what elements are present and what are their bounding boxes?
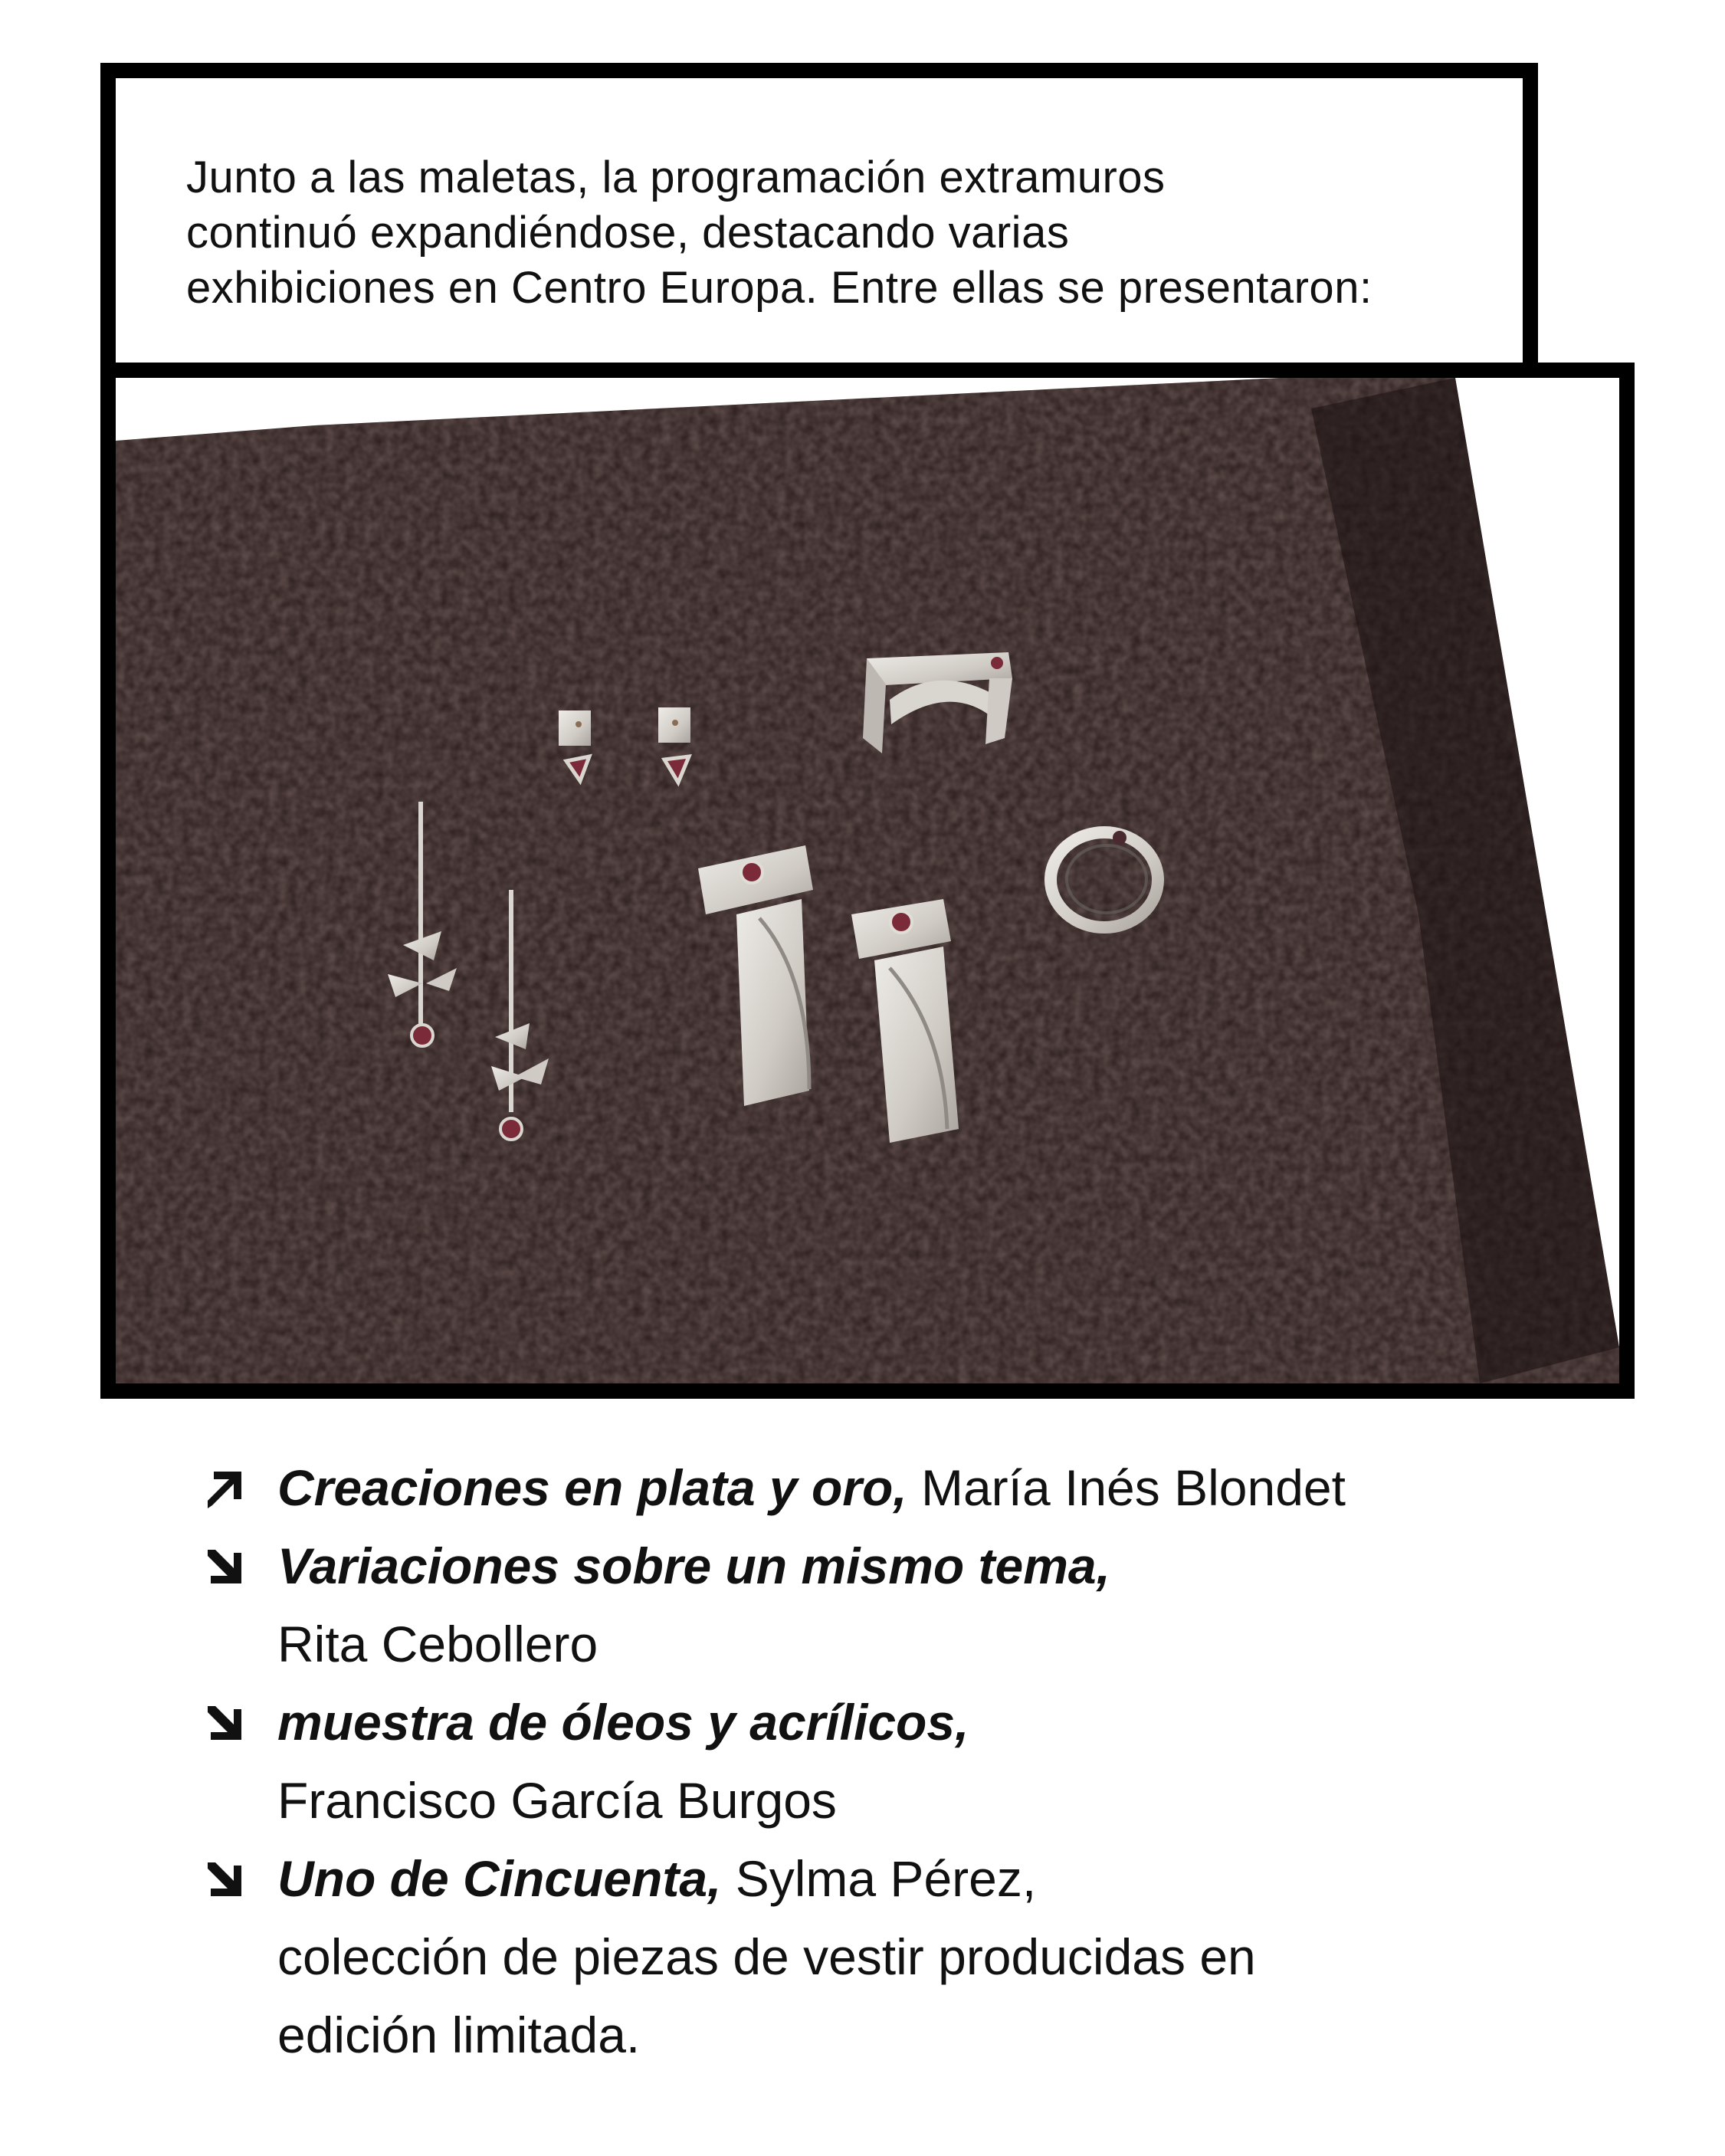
jewelry-photo xyxy=(100,363,1635,1399)
exhibition-artist: Sylma Pérez, xyxy=(721,1850,1037,1907)
list-item xyxy=(203,1683,1659,1839)
list-item xyxy=(203,1449,1659,1527)
exhibition-title: Variaciones sobre un mismo tema, xyxy=(277,1537,1110,1594)
intro-paragraph xyxy=(186,150,1535,316)
intro-line: continuó expandiéndose, destacando varias xyxy=(186,208,1070,258)
exhibition-title: muestra de óleos y acrílicos, xyxy=(277,1694,969,1751)
exhibition-description: edición limitada. xyxy=(277,2007,641,2063)
exhibition-artist: María Inés Blondet xyxy=(907,1459,1346,1516)
arrow-down-right-icon xyxy=(203,1859,243,1899)
exhibition-artist: Rita Cebollero xyxy=(277,1616,599,1672)
exhibition-title: Creaciones en plata y oro, xyxy=(277,1459,907,1516)
exhibition-title: Uno de Cincuenta, xyxy=(277,1850,722,1907)
intro-line: exhibiciones en Centro Europa. Entre ellas se presentaron: xyxy=(186,263,1372,313)
jewelry-photo-illustration xyxy=(116,378,1619,1383)
list-item xyxy=(203,1527,1659,1683)
exhibitions-list xyxy=(203,1449,1659,2074)
arrow-up-right-icon xyxy=(203,1469,243,1508)
intro-line: Junto a las maletas, la programación extramuros xyxy=(186,153,1166,202)
exhibition-artist: Francisco García Burgos xyxy=(277,1772,837,1829)
exhibition-description: colección de piezas de vestir producidas en xyxy=(277,1928,1256,1985)
arrow-down-right-icon xyxy=(203,1703,243,1743)
list-item xyxy=(203,1839,1659,2074)
arrow-down-right-icon xyxy=(203,1547,243,1587)
